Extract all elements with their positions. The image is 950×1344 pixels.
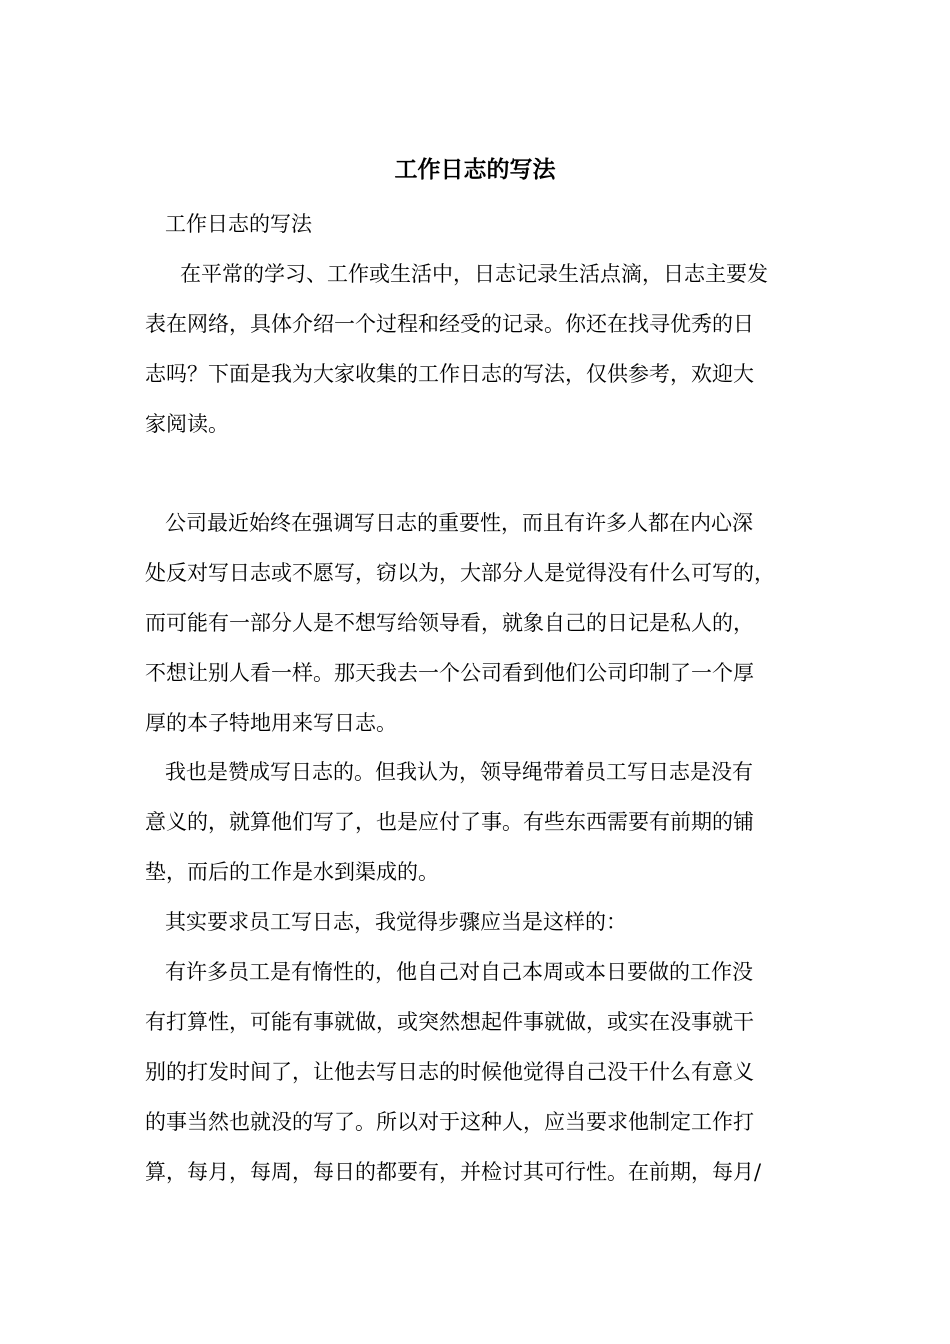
paragraph-line: 有打算性，可能有事就做，或突然想起件事就做，或实在没事就干 <box>145 1010 754 1034</box>
paragraph-line: 家阅读。 <box>145 412 229 436</box>
paragraph-line: 而可能有一部分人是不想写给领导看，就象自己的日记是私人的， <box>145 611 754 635</box>
paragraph-line: 其实要求员工写日志，我觉得步骤应当是这样的： <box>165 910 627 934</box>
paragraph-line: 意义的，就算他们写了，也是应付了事。有些东西需要有前期的铺 <box>145 810 754 834</box>
paragraph-line: 有许多员工是有惰性的，他自己对自己本周或本日要做的工作没 <box>165 960 753 984</box>
paragraph-line: 的事当然也就没的写了。所以对于这种人，应当要求他制定工作打 <box>145 1110 754 1134</box>
paragraph-line: 我也是赞成写日志的。但我认为，领导绳带着员工写日志是没有 <box>165 760 753 784</box>
paragraph-line: 垫，而后的工作是水到渠成的。 <box>145 860 439 884</box>
paragraph-line: 志吗？下面是我为大家收集的工作日志的写法，仅供参考，欢迎大 <box>145 362 754 386</box>
paragraph-line: 在平常的学习、工作或生活中，日志记录生活点滴，日志主要发 <box>180 262 768 286</box>
paragraph-line: 处反对写日志或不愿写，窃以为，大部分人是觉得没有什么可写的， <box>145 561 775 585</box>
paragraph-line: 表在网络，具体介绍一个过程和经受的记录。你还在找寻优秀的日 <box>145 312 754 336</box>
paragraph-line: 厚的本子特地用来写日志。 <box>145 711 397 735</box>
paragraph-line: 算，每月，每周，每日的都要有，并检讨其可行性。在前期，每月/ <box>145 1160 762 1184</box>
paragraph-line: 别的打发时间了，让他去写日志的时候他觉得自己没干什么有意义 <box>145 1060 754 1084</box>
paragraph-line: 公司最近始终在强调写日志的重要性，而且有许多人都在内心深 <box>165 511 753 535</box>
paragraph-line: 不想让别人看一样。那天我去一个公司看到他们公司印制了一个厚 <box>145 661 754 685</box>
subtitle-line: 工作日志的写法 <box>165 212 312 236</box>
document-title: 工作日志的写法 <box>394 156 556 183</box>
